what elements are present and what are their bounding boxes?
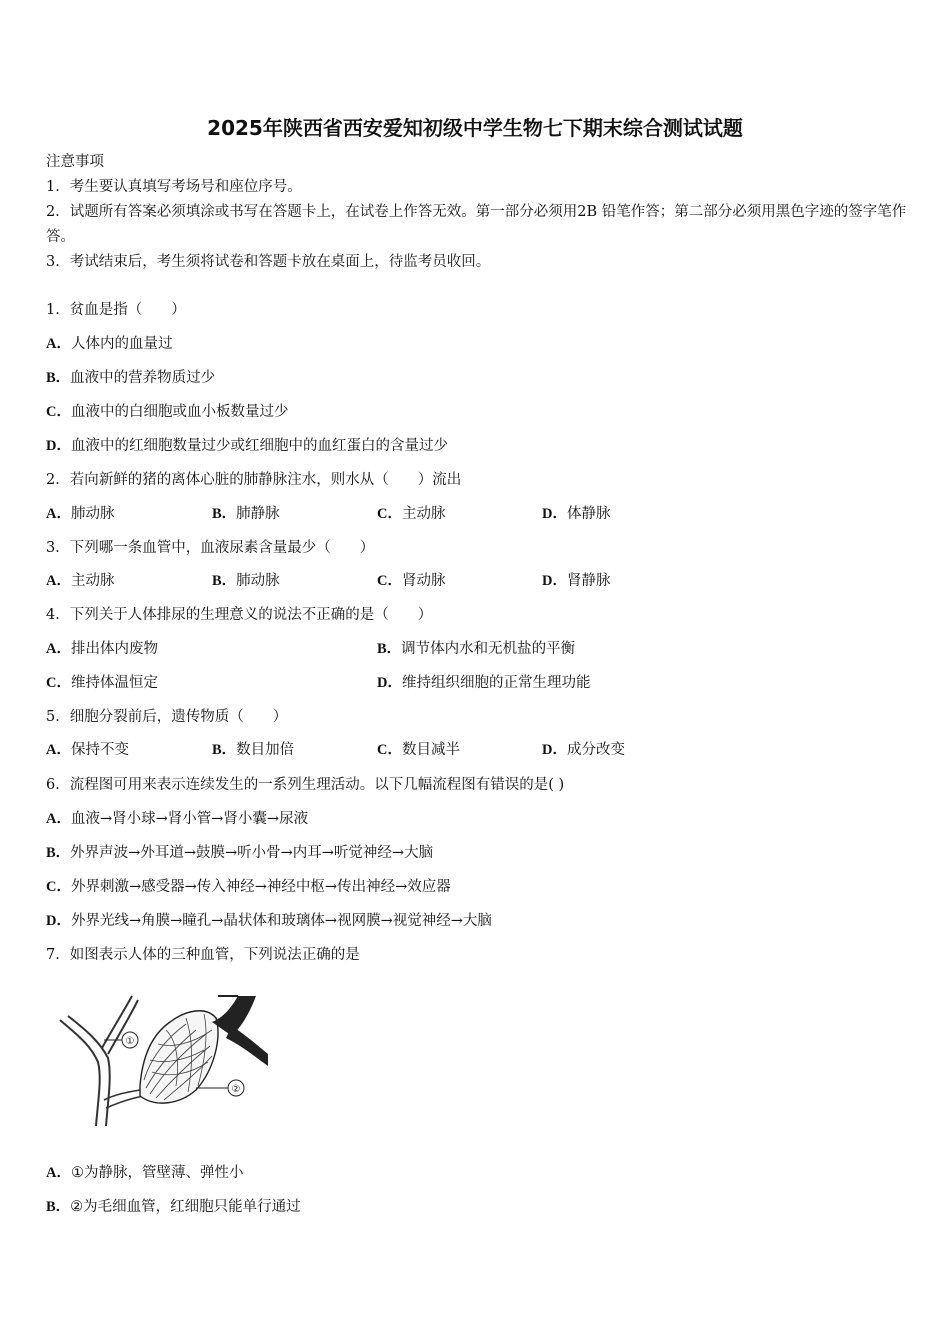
question-5-option-b (212, 740, 294, 760)
question-4-option-a (46, 639, 158, 659)
option-letter: B． (46, 370, 71, 386)
figure-label-2: ② (231, 1084, 241, 1095)
option-letter: A． (46, 506, 71, 522)
option-text: 肺动脉 (70, 506, 115, 522)
question-2-option-c (377, 504, 445, 524)
exam-title: 2025年陕西省西安爱知初级中学生物七下期末综合测试试题 (207, 116, 743, 140)
option-letter: C． (46, 404, 71, 420)
option-text: 维持组织细胞的正常生理功能 (401, 675, 591, 691)
option-letter: A． (46, 1165, 71, 1181)
option-text: 肺静脉 (236, 506, 280, 522)
option-text: 保持不变 (70, 742, 129, 758)
option-letter: B． (46, 845, 71, 861)
option-text: 血液中的红细胞数量过少或红细胞中的血红蛋白的含量过少 (70, 438, 448, 454)
option-text: 主动脉 (70, 573, 115, 589)
option-letter: B． (212, 742, 237, 758)
question-3-option-a (46, 571, 114, 591)
option-letter: D． (542, 573, 567, 589)
question-7-option-b (46, 1197, 301, 1217)
option-letter: C． (377, 573, 402, 589)
option-text: 数目加倍 (236, 742, 295, 758)
option-text: 外界光线→角膜→瞳孔→晶状体和玻璃体→视网膜→视觉神经→大脑 (70, 913, 492, 929)
question-5-option-a (46, 740, 129, 760)
notice-item-3: 3．考试结束后，考生须将试卷和答题卡放在桌面上，待监考员收回。 (46, 254, 491, 270)
option-text: 排出体内废物 (70, 641, 158, 657)
option-letter: C． (46, 675, 71, 691)
option-letter: B． (377, 641, 402, 657)
question-3-option-d (542, 571, 610, 591)
question-2-option-d (542, 504, 610, 524)
option-letter: D． (46, 438, 71, 454)
option-letter: A． (46, 573, 71, 589)
question-3-option-b (212, 571, 280, 591)
option-text: 血液→肾小球→肾小管→肾小囊→尿液 (70, 811, 309, 827)
question-2-stem: 2．若向新鲜的猪的离体心脏的肺静脉注水，则水从（ ）流出 (46, 472, 462, 488)
question-6-option-b (46, 843, 433, 863)
option-text: 肺动脉 (236, 573, 280, 589)
option-letter: C． (377, 506, 402, 522)
option-letter: A． (46, 336, 71, 352)
option-text: 外界声波→外耳道→鼓膜→听小骨→内耳→听觉神经→大脑 (70, 845, 434, 861)
question-3-stem: 3．下列哪一条血管中，血液尿素含量最少（ ） (46, 540, 375, 556)
notice-item-1: 1．考生要认真填写考场号和座位序号。 (46, 179, 302, 195)
question-1-option-c (46, 402, 288, 422)
option-text: 调节体内水和无机盐的平衡 (401, 641, 576, 657)
figure-label-1: ① (125, 1036, 135, 1047)
question-6-option-c (46, 877, 451, 897)
notice-item-2: 2．试题所有答案必须填涂或书写在答题卡上，在试卷上作答无效。第一部分必须用2B 铅笔作答；第二部分必须用黑色字迹的签字笔作答。 (46, 204, 907, 245)
question-3-option-c (377, 571, 445, 591)
option-text: ①为静脉，管壁薄、弹性小 (70, 1165, 244, 1181)
question-2-option-a (46, 504, 114, 524)
option-text: 人体内的血量过 (70, 336, 173, 352)
option-letter: D． (377, 675, 402, 691)
blood-vessel-figure (46, 990, 272, 1136)
notice-section (46, 150, 908, 275)
question-6-stem: 6．流程图可用来表示连续发生的一系列生理活动。以下几幅流程图有错误的是( ) (46, 777, 565, 793)
option-text: 肾动脉 (401, 573, 446, 589)
option-letter: A． (46, 641, 71, 657)
question-1-stem: 1．贫血是指（ ） (46, 302, 186, 318)
question-4-option-d (377, 673, 590, 693)
option-text: 体静脉 (566, 506, 611, 522)
option-letter: C． (46, 879, 71, 895)
question-6-option-a (46, 809, 308, 829)
option-text: 血液中的营养物质过少 (70, 370, 216, 386)
option-text: 主动脉 (401, 506, 446, 522)
question-4-option-b (377, 639, 575, 659)
question-7-stem: 7．如图表示人体的三种血管，下列说法正确的是 (46, 947, 360, 963)
question-5-option-d (542, 740, 625, 760)
option-letter: C． (377, 742, 402, 758)
question-2-option-b (212, 504, 280, 524)
option-text: 肾静脉 (566, 573, 611, 589)
option-text: 维持体温恒定 (70, 675, 158, 691)
question-5-stem: 5．细胞分裂前后，遗传物质（ ） (46, 709, 288, 725)
question-6-option-d (46, 911, 492, 931)
option-letter: B． (212, 506, 237, 522)
question-4-stem: 4．下列关于人体排尿的生理意义的说法不正确的是（ ） (46, 607, 433, 623)
option-letter: D． (46, 913, 71, 929)
option-letter: A． (46, 811, 71, 827)
question-4-option-c (46, 673, 158, 693)
option-letter: B． (46, 1199, 71, 1215)
option-text: 成分改变 (566, 742, 625, 758)
option-text: ②为毛细血管，红细胞只能单行通过 (70, 1199, 301, 1215)
question-7-option-a (46, 1163, 243, 1183)
option-text: 数目减半 (401, 742, 460, 758)
option-text: 外界刺激→感受器→传入神经→神经中枢→传出神经→效应器 (70, 879, 451, 895)
question-5-option-c (377, 740, 460, 760)
question-1-option-b (46, 368, 215, 388)
notice-heading: 注意事项 (46, 154, 104, 170)
option-text: 血液中的白细胞或血小板数量过少 (70, 404, 289, 420)
option-letter: D． (542, 742, 567, 758)
question-1-option-a (46, 334, 172, 354)
question-1-option-d (46, 436, 448, 456)
option-letter: B． (212, 573, 237, 589)
option-letter: D． (542, 506, 567, 522)
option-letter: A． (46, 742, 71, 758)
